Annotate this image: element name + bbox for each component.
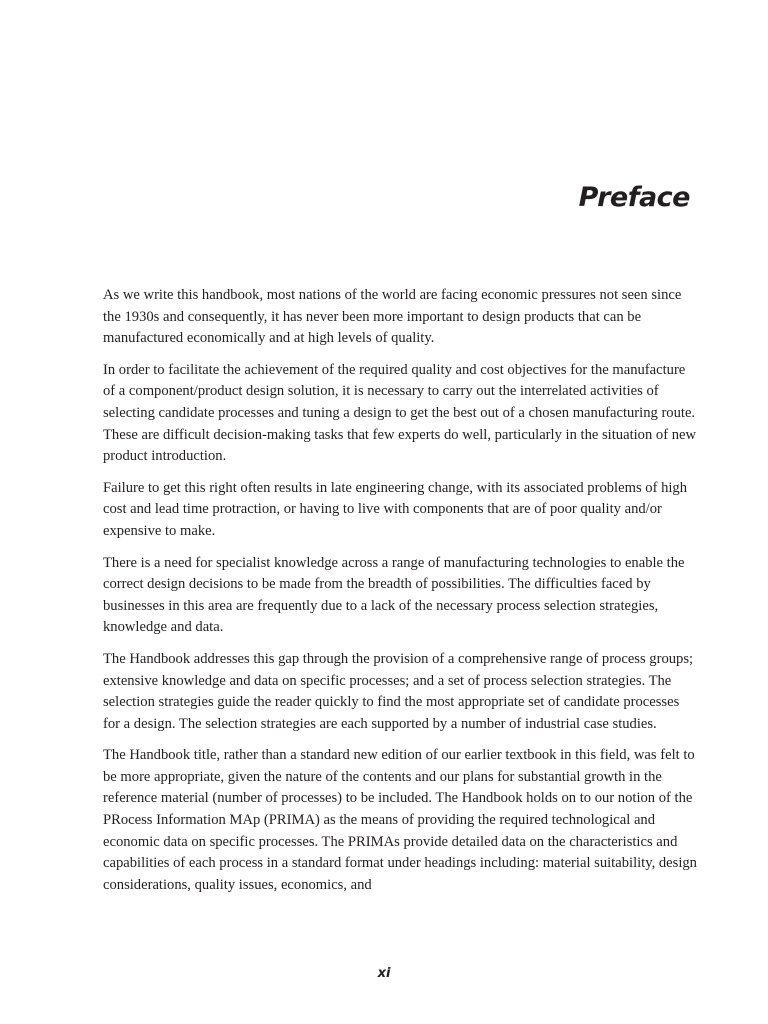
page-number: xi: [377, 966, 391, 981]
page-title: Preface: [578, 182, 690, 213]
paragraph-1: As we write this handbook, most nations of the world are facing economic pressures not seen since the 1930s and consequently, it has never been more important to design products that can be manufactured economically and at high levels of quality.: [103, 287, 682, 347]
paragraph-6: The Handbook title, rather than a standard new edition of our earlier textbook in this field, was felt to be more appropriate, given the nature of the contents and our plans for substantial growth in the reference material (number of processes) to be included. The Handbook holds on to our notion of the PRocess Information MAp (PRIMA) as the means of providing the required technological and economic data on specific processes. The PRIMAs provide detailed data on the characteristics and capabilities of each process in a standard format under headings including: material suitability, design considerations, quality issues, economics, and: [103, 747, 697, 893]
paragraph-5: The Handbook addresses this gap through the provision of a comprehensive range of process groups; extensive knowledge and data on specific processes; and a set of process selection strategies. The selection strategies guide the reader quickly to find the most appropriate set of candidate processes for a design. The selection strategies are each supported by a number of industrial case studies.: [103, 650, 694, 732]
preface-body: [103, 285, 698, 906]
paragraph-4: There is a need for specialist knowledge across a range of manufacturing technologies to enable the correct design decisions to be made from the breadth of possibilities. The difficulties faced by businesses in this area are frequently due to a lack of the necessary process selection strategies, knowledge and data.: [103, 554, 685, 636]
paragraph-3: Failure to get this right often results in late engineering change, with its associated problems of high cost and lead time protraction, or having to live with components that are of poor quality and/or expensive to make.: [103, 479, 688, 539]
paragraph-2: In order to facilitate the achievement of the required quality and cost objectives for the manufacture of a component/product design solution, it is necessary to carry out the interrelated activities of selecting candidate processes and tuning a design to get the best out of a chosen manufacturing route. These are difficult decision-making tasks that few experts do well, particularly in the situation of new product introduction.: [103, 361, 697, 465]
